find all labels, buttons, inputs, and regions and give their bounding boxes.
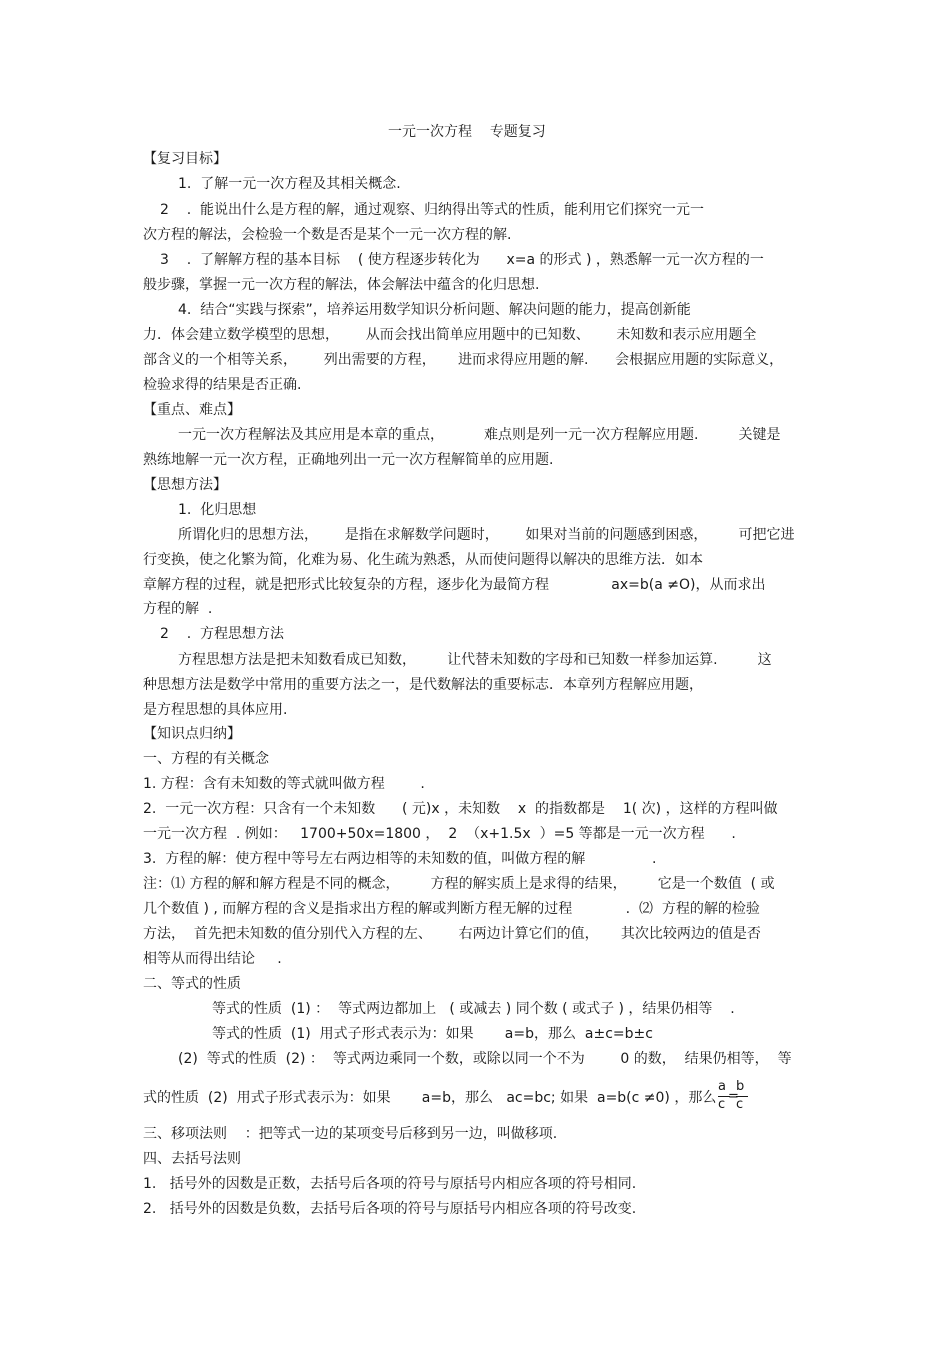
fraction-numerator: b: [736, 1079, 745, 1094]
text-line: 一元一次方程解法及其应用是本章的重点， 难点则是列一元一次方程解应用题. 关键是: [178, 427, 781, 443]
section-heading: 一、方程的有关概念: [143, 751, 269, 767]
text-line: 2 . 方程思想方法: [160, 626, 285, 642]
text-line: 方程的解 .: [143, 601, 213, 617]
fraction-denominator: c: [718, 1097, 726, 1112]
section-heading: 二、等式的性质: [143, 976, 241, 992]
text-line: 所谓化归的思想方法， 是指在求解数学问题时， 如果对当前的问题感到困惑， 可把它进: [178, 527, 795, 543]
text-line: 部含义的一个相等关系， 列出需要的方程， 进而求得应用题的解. 会根据应用题的实际意义，: [143, 352, 784, 368]
text-line: 1. 方程：含有未知数的等式就叫做方程 .: [143, 776, 425, 792]
fraction-denominator: c: [736, 1097, 744, 1112]
text-line: 几个数值 ) , 而解方程的含义是指求出方程的解或判断方程无解的过程 . ⑵ 方程的解的检验: [143, 901, 760, 917]
heading-thinking-methods: 【思想方法】: [143, 477, 227, 493]
text-line: 2. 一元一次方程：只含有一个未知数 ( 元)x ，未知数 x 的指数都是 1( 次) ，这样的方程叫做: [143, 801, 778, 817]
text-line: 一元一次方程 . 例如： 1700+50x=1800 ， 2 （x+1.5x ）=5 等都是一元一次方程 .: [143, 826, 736, 842]
section-heading: 三、移项法则 ：把等式一边的某项变号后移到另一边，叫做移项.: [143, 1126, 558, 1142]
text-line: 式的性质 (2) 用式子形式表示为：如果 a=b，那么 ac=bc; 如果 a=b(c ≠0) ，那么: [143, 1090, 717, 1106]
text-line: 3. 方程的解：使方程中等号左右两边相等的未知数的值，叫做方程的解 .: [143, 851, 657, 867]
text-line: 注：⑴ 方程的解和解方程是不同的概念， 方程的解实质上是求得的结果， 它是一个数值 ( 或: [143, 876, 775, 892]
text-line: 章解方程的过程，就是把形式比较复杂的方程，逐步化为最简方程 ax=b(a ≠O)，从而求出: [143, 577, 766, 593]
text-line: 等式的性质 (1) 用式子形式表示为：如果 a=b，那么 a±c=b±c: [212, 1026, 653, 1042]
text-line: 相等从而得出结论 .: [143, 951, 282, 967]
heading-review-goals: 【复习目标】: [143, 151, 227, 167]
text-line: 种思想方法是数学中常用的重要方法之一，是代数解法的重要标志．本章列方程解应用题，: [143, 677, 703, 693]
equals-sign: =: [728, 1089, 739, 1104]
text-line: 2 . 能说出什么是方程的解，通过观察、归纳得出等式的性质，能利用它们探究一元一: [160, 202, 705, 218]
text-line: 2. 括号外的因数是负数，去括号后各项的符号与原括号内相应各项的符号改变.: [143, 1201, 637, 1217]
text-line: 熟练地解一元一次方程，正确地列出一元一次方程解简单的应用题.: [143, 452, 554, 468]
text-line: (2) 等式的性质 (2) ： 等式两边乘同一个数，或除以同一个不为 0 的数， 结果仍相等， 等: [178, 1051, 792, 1067]
heading-key-points: 【重点、难点】: [143, 402, 241, 418]
text-line: 3 . 了解解方程的基本目标 ( 使方程逐步转化为 x=a 的形式 ) ，熟悉解一元一次方程的一: [160, 252, 764, 268]
text-line: 般步骤，掌握一元一次方程的解法，体会解法中蕴含的化归思想.: [143, 277, 540, 293]
fraction-numerator: a: [718, 1079, 726, 1094]
text-line: 方法， 首先把未知数的值分别代入方程的左、 右两边计算它们的值， 其次比较两边的值是否: [143, 926, 761, 942]
text-line: 1. 括号外的因数是正数，去括号后各项的符号与原括号内相应各项的符号相同.: [143, 1176, 637, 1192]
page-title: 一元一次方程 专题复习: [388, 124, 546, 140]
text-line: 力．体会建立数学模型的思想， 从而会找出简单应用题中的已知数、 未知数和表示应用题全: [143, 327, 757, 343]
text-line: 1. 了解一元一次方程及其相关概念.: [178, 176, 401, 192]
text-line: 4. 结合“实践与探索”，培养运用数学知识分析问题、解决问题的能力，提高创新能: [178, 302, 691, 318]
text-line: 检验求得的结果是否正确.: [143, 377, 302, 393]
text-line: 方程思想方法是把未知数看成已知数， 让代替未知数的字母和已知数一样参加运算. 这: [178, 652, 772, 668]
text-line: 次方程的解法，会检验一个数是否是某个一元一次方程的解.: [143, 227, 512, 243]
heading-knowledge-summary: 【知识点归纳】: [143, 726, 241, 742]
text-line: 行变换，使之化繁为简，化难为易、化生疏为熟悉，从而使问题得以解决的思维方法．如本: [143, 552, 703, 568]
section-heading: 四、去括号法则: [143, 1151, 241, 1167]
text-line: 是方程思想的具体应用.: [143, 702, 288, 718]
text-line: 等式的性质 (1) ： 等式两边都加上 ( 或减去 ) 同个数 ( 或式子 ) ，结果仍相等 .: [212, 1001, 735, 1017]
text-line: 1. 化归思想: [178, 502, 257, 518]
